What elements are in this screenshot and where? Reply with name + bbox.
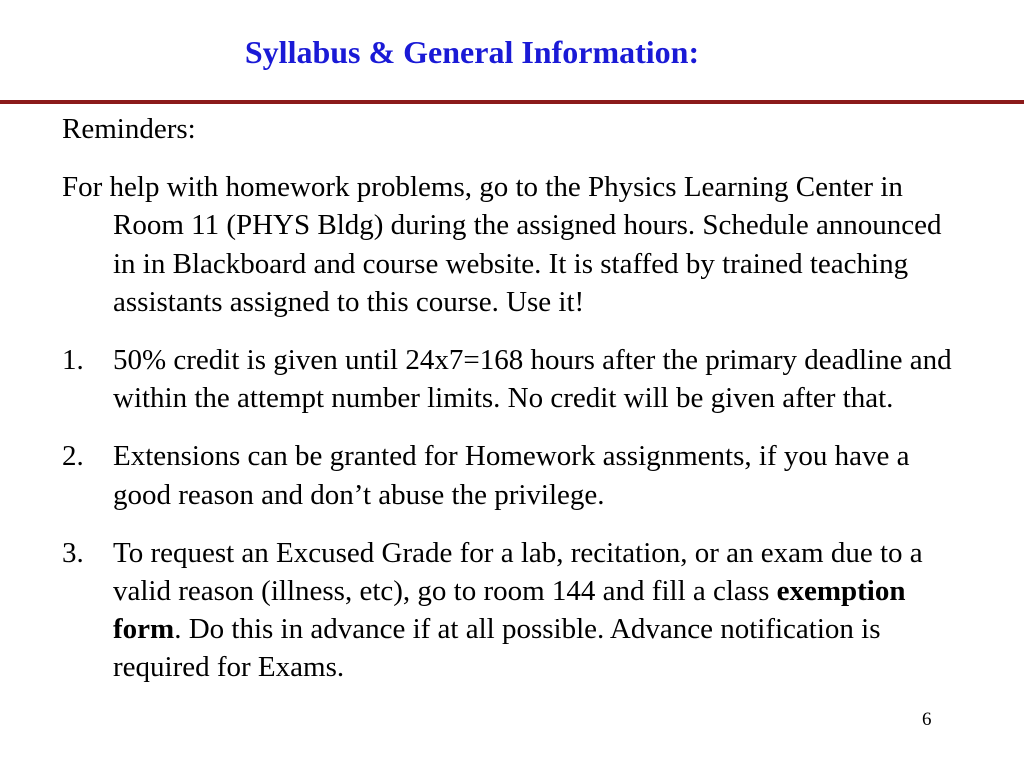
- reminders-label: Reminders:: [62, 113, 196, 145]
- list-item-text-after: . Do this in advance if at all possible. Advance notification is required for Exams.: [113, 613, 881, 684]
- list-item: [62, 437, 952, 513]
- title-divider: [0, 100, 1024, 104]
- list-item-text: 50% credit is given until 24x7=168 hours after the primary deadline and within the attempt number limits. No credit will be given after that.: [113, 344, 952, 415]
- intro-paragraph: For help with homework problems, go to the Physics Learning Center in Room 11 (PHYS Bldg) during the assigned hours. Schedule announced in in Blackboard and course website. It is staffed by trained teaching assistants assigned to this course. Use it!: [62, 171, 942, 318]
- list-item-number: 2.: [62, 440, 84, 473]
- list-item-text: Extensions can be granted for Homework assignments, if you have a good reason and don’t abuse the privilege.: [113, 440, 910, 511]
- slide-content: [62, 110, 952, 707]
- list-item-text-before: To request an Excused Grade for a lab, recitation, or an exam due to a valid reason (illness, etc), go to room 144 and fill a class: [113, 536, 923, 608]
- list-item-number: 1.: [62, 344, 84, 377]
- list-item: [62, 341, 952, 417]
- exemption-form-term: exemption form: [113, 575, 906, 646]
- list-item-number: 3.: [62, 536, 84, 569]
- slide-title: Syllabus & General Information:: [244, 34, 700, 70]
- list-item: [62, 534, 952, 687]
- page-number: 6: [922, 709, 932, 730]
- reminders-list: [62, 341, 952, 687]
